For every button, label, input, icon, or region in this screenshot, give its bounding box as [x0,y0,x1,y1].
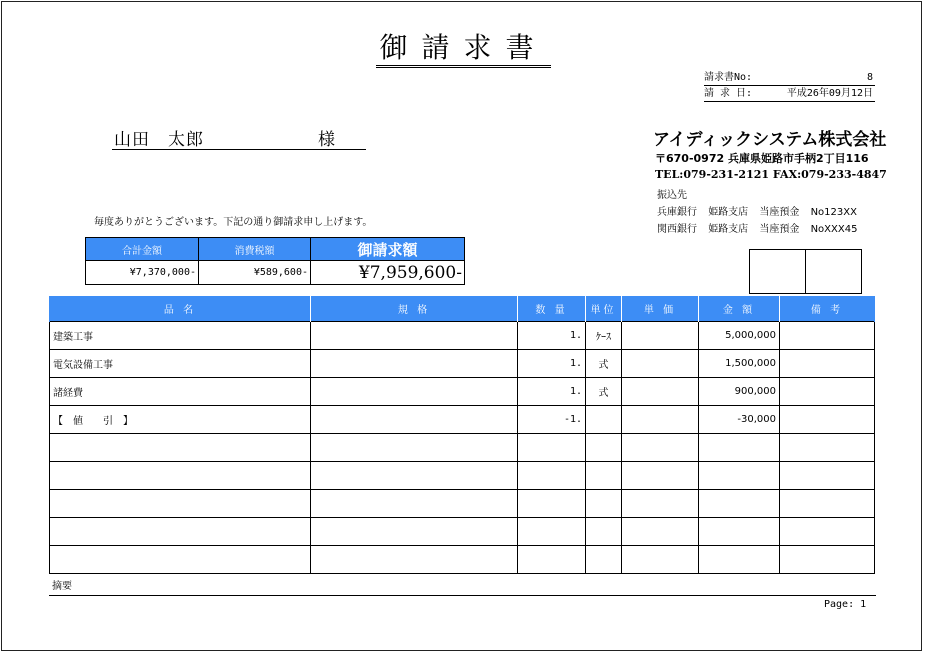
invoice-date-label: 請 求 日: [704,88,753,99]
payee-label: 振込先 [657,190,687,201]
item-spec [311,546,518,574]
stamp-box [749,249,806,294]
item-price [622,406,699,434]
item-note [780,378,875,406]
column-header: 備 考 [780,296,875,322]
item-name [50,490,311,518]
item-amount [699,490,780,518]
item-note [780,490,875,518]
bank-account-number: No123XX [810,207,857,218]
items-table [49,296,875,574]
item-unit [586,490,622,518]
column-header: 金 額 [699,296,780,322]
issuer-company: アイディックシステム株式会社 [653,130,887,150]
table-row [50,462,875,490]
item-note [780,546,875,574]
item-spec [311,490,518,518]
invoice-number-label: 請求書No: [704,72,753,83]
item-price [622,434,699,462]
thanks-message: 毎度ありがとうございます。下記の通り御請求申し上げます。 [94,217,373,228]
item-note [780,434,875,462]
item-qty: 1. [518,322,586,350]
invoice-page [1,1,922,651]
item-spec [311,322,518,350]
item-amount: 5,000,000 [699,322,780,350]
item-note [780,406,875,434]
item-price [622,350,699,378]
invoice-number-row [704,70,875,86]
item-amount: 1,500,000 [699,350,780,378]
memo-label: 摘要 [52,581,72,592]
item-spec [311,406,518,434]
item-unit [586,518,622,546]
bank-name: 関西銀行 [657,224,697,235]
item-qty [518,518,586,546]
item-qty [518,434,586,462]
summary-table [85,237,465,285]
item-amount [699,546,780,574]
table-row [50,490,875,518]
item-amount: 900,000 [699,378,780,406]
item-name [50,518,311,546]
bank-row [657,220,857,235]
subtotal-value: ¥7,370,000- [86,261,199,285]
bank-name: 兵庫銀行 [657,207,697,218]
total-header: 御請求額 [311,238,465,261]
item-amount [699,462,780,490]
item-qty: 1. [518,350,586,378]
item-spec [311,462,518,490]
column-header: 数 量 [518,296,586,322]
invoice-date-row [704,86,875,102]
item-spec [311,434,518,462]
bank-account-type: 当座預金 [759,224,800,235]
table-row [50,518,875,546]
recipient-honorific: 様 [318,130,335,150]
item-price [622,322,699,350]
item-note [780,350,875,378]
page-number: Page: 1 [824,599,867,610]
recipient-block [112,123,366,150]
total-value: ¥7,959,600- [311,261,465,285]
item-qty: 1. [518,378,586,406]
item-qty [518,546,586,574]
item-price [622,490,699,518]
item-unit [586,546,622,574]
item-unit: ｹｰｽ [586,322,622,350]
item-spec [311,518,518,546]
bank-row [657,203,857,218]
item-amount [699,434,780,462]
item-spec [311,350,518,378]
items-header-row [50,296,875,322]
item-name: 電気設備工事 [50,350,311,378]
item-price [622,462,699,490]
item-note [780,462,875,490]
bank-branch: 姫路支店 [708,207,749,218]
item-name [50,434,311,462]
item-qty [518,490,586,518]
item-name [50,462,311,490]
item-unit [586,434,622,462]
memo-row [49,577,876,596]
item-note [780,518,875,546]
subtotal-header: 合計金額 [86,238,199,261]
item-spec [311,378,518,406]
tax-value: ¥589,600- [199,261,311,285]
item-name: 【 値 引 】 [50,406,311,434]
document-title: 御請求書 [376,28,551,68]
item-name [50,546,311,574]
column-header: 品 名 [50,296,311,322]
item-price [622,546,699,574]
table-row [50,406,875,434]
item-price [622,518,699,546]
item-name: 建築工事 [50,322,311,350]
item-price [622,378,699,406]
tax-header: 消費税額 [199,238,311,261]
issuer-address: 〒670-0972 兵庫県姫路市手柄2丁目116 [655,152,869,165]
issuer-tel-fax: TEL:079-231-2121 FAX:079-233-4847 [655,168,887,181]
item-name: 諸経費 [50,378,311,406]
bank-account-type: 当座預金 [759,207,800,218]
item-amount [699,518,780,546]
column-header: 単位 [586,296,622,322]
stamp-box [805,249,862,294]
column-header: 単 価 [622,296,699,322]
item-amount: -30,000 [699,406,780,434]
table-row [50,378,875,406]
table-row [50,546,875,574]
table-row [50,322,875,350]
item-unit: 式 [586,350,622,378]
invoice-number-value: 8 [866,72,873,83]
item-note [780,322,875,350]
table-row [50,350,875,378]
table-row [50,434,875,462]
column-header: 規 格 [311,296,518,322]
bank-branch: 姫路支店 [708,224,749,235]
item-unit: 式 [586,378,622,406]
item-unit [586,406,622,434]
bank-account-number: NoXXX45 [810,224,858,235]
invoice-date-value: 平成26年09月12日 [786,88,873,99]
item-qty: -1. [518,406,586,434]
recipient-name: 山田 太郎 [114,130,204,150]
item-unit [586,462,622,490]
item-qty [518,462,586,490]
